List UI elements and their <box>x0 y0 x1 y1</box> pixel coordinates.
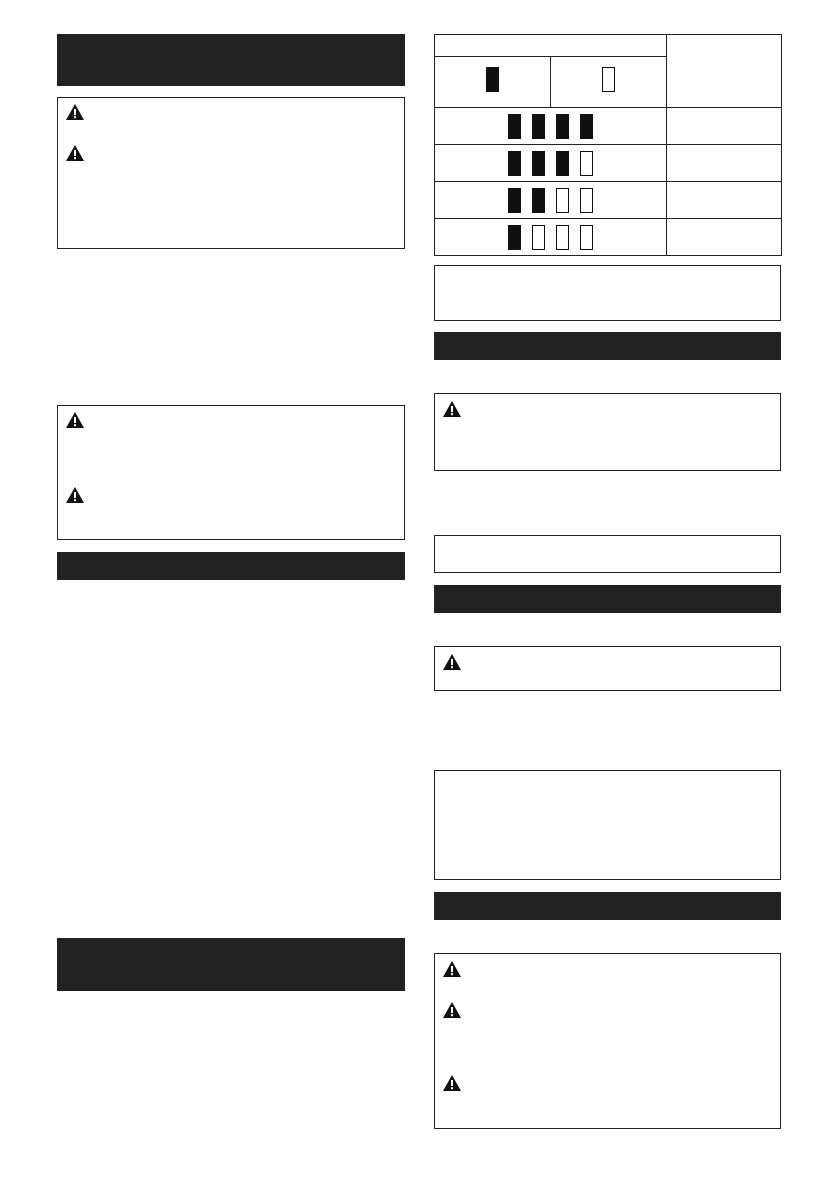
lamp-off-icon <box>580 188 593 213</box>
lamp-off-icon <box>602 67 615 92</box>
remaining-capacity-header <box>667 35 782 108</box>
section-bar-right-1 <box>434 332 781 360</box>
warning-triangle-icon <box>442 653 462 671</box>
warning-triangle-icon <box>65 144 85 162</box>
header-bar-top-left <box>57 34 405 86</box>
note-box-right-1 <box>434 265 781 321</box>
lamp-on-icon <box>508 188 521 213</box>
lamp-on-icon <box>508 114 521 139</box>
lamp-on-icon <box>556 114 569 139</box>
lamp-off-icon <box>580 225 593 250</box>
lamp-off-icon <box>556 188 569 213</box>
lamp-on-icon <box>556 151 569 176</box>
section-bar-right-3 <box>434 892 781 920</box>
indicator-lamps-cell <box>435 182 667 219</box>
section-bar-left-1 <box>57 552 405 580</box>
warning-triangle-icon <box>442 1074 462 1092</box>
warning-triangle-icon <box>442 400 462 418</box>
section-bar-right-2 <box>434 585 781 613</box>
remaining-capacity-cell <box>667 219 782 256</box>
indicator-lamps-cell <box>435 108 667 145</box>
caution-box-right-2 <box>434 646 781 691</box>
warning-box-left-1 <box>57 97 405 249</box>
header-bar-bottom-left <box>57 938 405 991</box>
lamp-off-icon <box>532 225 545 250</box>
lamp-on-icon <box>580 114 593 139</box>
indicator-row <box>435 108 782 145</box>
warning-triangle-icon <box>65 411 85 429</box>
remaining-capacity-cell <box>667 108 782 145</box>
legend-lighted-cell <box>435 57 551 108</box>
lamp-on-icon <box>486 67 499 92</box>
warning-triangle-icon <box>442 1001 462 1019</box>
warning-box-left-2 <box>57 405 405 540</box>
lamp-on-icon <box>532 114 545 139</box>
caution-box-right-3 <box>434 953 781 1129</box>
lamp-on-icon <box>532 151 545 176</box>
warning-triangle-icon <box>65 103 85 121</box>
lamp-off-icon <box>580 151 593 176</box>
legend-off-cell <box>551 57 667 108</box>
indicator-lamps-header <box>435 35 667 57</box>
warning-triangle-icon <box>442 960 462 978</box>
lamp-on-icon <box>532 188 545 213</box>
note-box-right-3 <box>434 770 781 880</box>
lamp-on-icon <box>508 225 521 250</box>
note-box-right-2 <box>434 535 781 573</box>
remaining-capacity-cell <box>667 145 782 182</box>
battery-indicator-table <box>434 34 782 256</box>
indicator-row <box>435 182 782 219</box>
indicator-row <box>435 145 782 182</box>
remaining-capacity-cell <box>667 182 782 219</box>
indicator-lamps-cell <box>435 145 667 182</box>
indicator-lamps-cell <box>435 219 667 256</box>
warning-triangle-icon <box>65 486 85 504</box>
caution-box-right-1 <box>434 393 781 471</box>
indicator-row <box>435 219 782 256</box>
lamp-off-icon <box>556 225 569 250</box>
lamp-on-icon <box>508 151 521 176</box>
